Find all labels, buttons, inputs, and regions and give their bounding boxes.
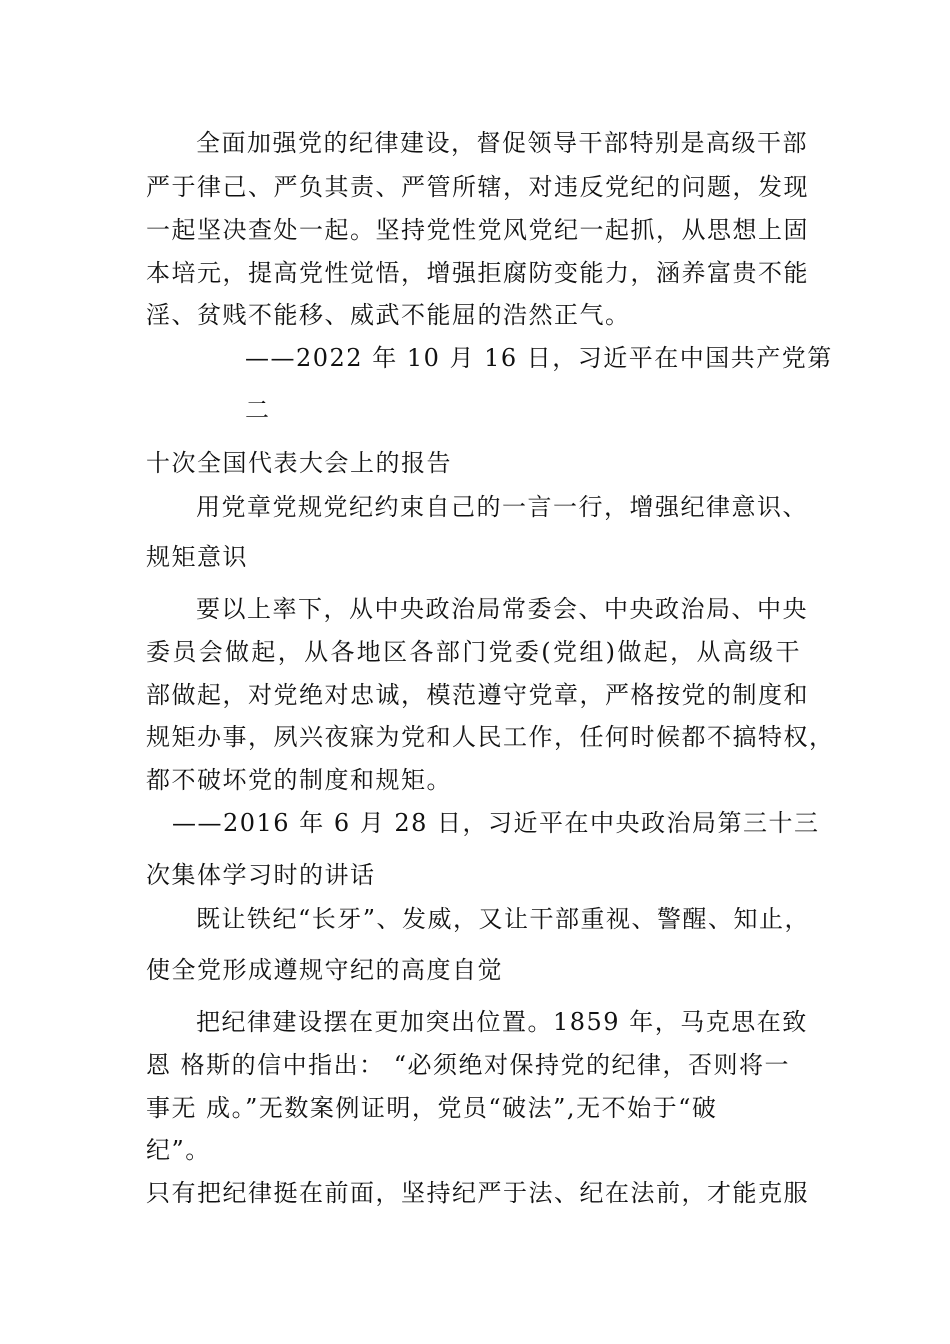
text-line-6: 要以上率下，从中央政治局常委会、中央政治局、中央 (196, 595, 808, 623)
citation-line-4: ——2016 年 6 月 28 日，习近平在中央政治局第三十三 (172, 809, 820, 837)
text-line-14: 纪”。 (146, 1136, 211, 1164)
text-line-13: 事无 成。”无数案例证明，党员“破法”,无不始于“破 (146, 1094, 718, 1122)
text-line-3: 一起坚决查处一起。坚持党性党风党纪一起抓，从思想上固 (146, 216, 809, 244)
text-line-5: 淫、贫贱不能移、威武不能屈的浩然正气。 (146, 301, 631, 329)
text-line-1: 全面加强党的纪律建设，督促领导干部特别是高级干部 (196, 129, 808, 157)
citation-line-2: 二 (245, 396, 271, 424)
text-line-7: 委员会做起，从各地区各部门党委(党组)做起，从高级干 (146, 638, 801, 666)
citation-line-3: 十次全国代表大会上的报告 (146, 449, 452, 477)
heading-line-1: 用党章党规党纪约束自己的一言一行，增强纪律意识、 (196, 493, 808, 521)
text-line-11: 把纪律建设摆在更加突出位置。1859 年，马克思在致 (196, 1008, 808, 1036)
text-line-9: 规矩办事，夙兴夜寐为党和人民工作，任何时候都不搞特权， (146, 723, 835, 751)
text-line-8: 部做起，对党绝对忠诚，模范遵守党章，严格按党的制度和 (146, 681, 809, 709)
citation-line-5: 次集体学习时的讲话 (146, 861, 376, 889)
text-line-10: 都不破坏党的制度和规矩。 (146, 766, 452, 794)
text-line-12: 恩 格斯的信中指出： “必须绝对保持党的纪律，否则将一 (146, 1051, 791, 1079)
heading-line-3: 既让铁纪“长牙”、发威，又让干部重视、警醒、知止， (196, 905, 811, 933)
text-line-15: 只有把纪律挺在前面，坚持纪严于法、纪在法前，才能克服 (146, 1179, 809, 1207)
heading-line-2: 规矩意识 (146, 543, 248, 571)
citation-line-1: ——2022 年 10 月 16 日，习近平在中国共产党第 (245, 344, 833, 372)
text-line-4: 本培元，提高党性觉悟，增强拒腐防变能力，涵养富贵不能 (146, 259, 809, 287)
text-line-2: 严于律己、严负其责、严管所辖，对违反党纪的问题，发现 (146, 173, 809, 201)
heading-line-4: 使全党形成遵规守纪的高度自觉 (146, 956, 503, 984)
